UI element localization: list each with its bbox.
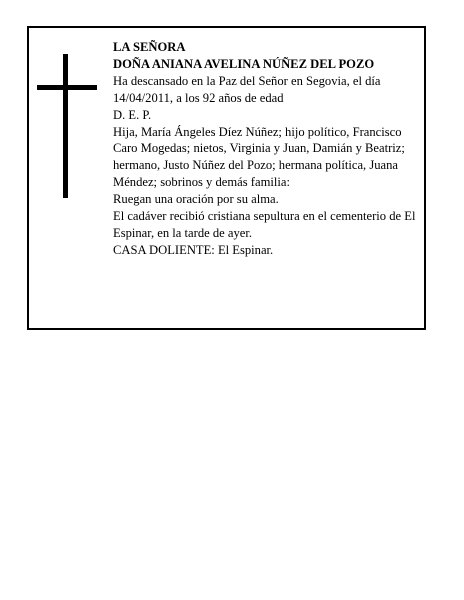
death-statement: Ha descansado en la Paz del Señor en Segovia, el día 14/04/2011, a los 92 años de edad <box>113 73 381 105</box>
cross-icon <box>37 54 97 198</box>
obituary-text <box>113 39 419 259</box>
burial-statement: El cadáver recibió cristiana sepultura en el cementerio de El Espinar, en la tarde de ayer. <box>113 209 416 240</box>
prayer-request: Ruegan una oración por su alma. <box>113 192 279 207</box>
cross-horizontal-bar <box>37 85 97 90</box>
cross-vertical-bar <box>63 54 68 198</box>
rest-in-peace: D. E. P. <box>113 107 152 122</box>
obituary-title: LA SEÑORA <box>113 40 186 54</box>
deceased-name: DOÑA ANIANA AVELINA NÚÑEZ DEL POZO <box>113 56 375 71</box>
mourning-house: CASA DOLIENTE: El Espinar. <box>113 242 274 257</box>
family-list: Hija, María Ángeles Díez Núñez; hijo político, Francisco Caro Mogedas; nietos, Virginia y Juan, Damián y Beatriz; hermano, Justo Núñez del Pozo; hermana política, Juana Méndez; sobrinos y demás familia: <box>113 124 405 190</box>
